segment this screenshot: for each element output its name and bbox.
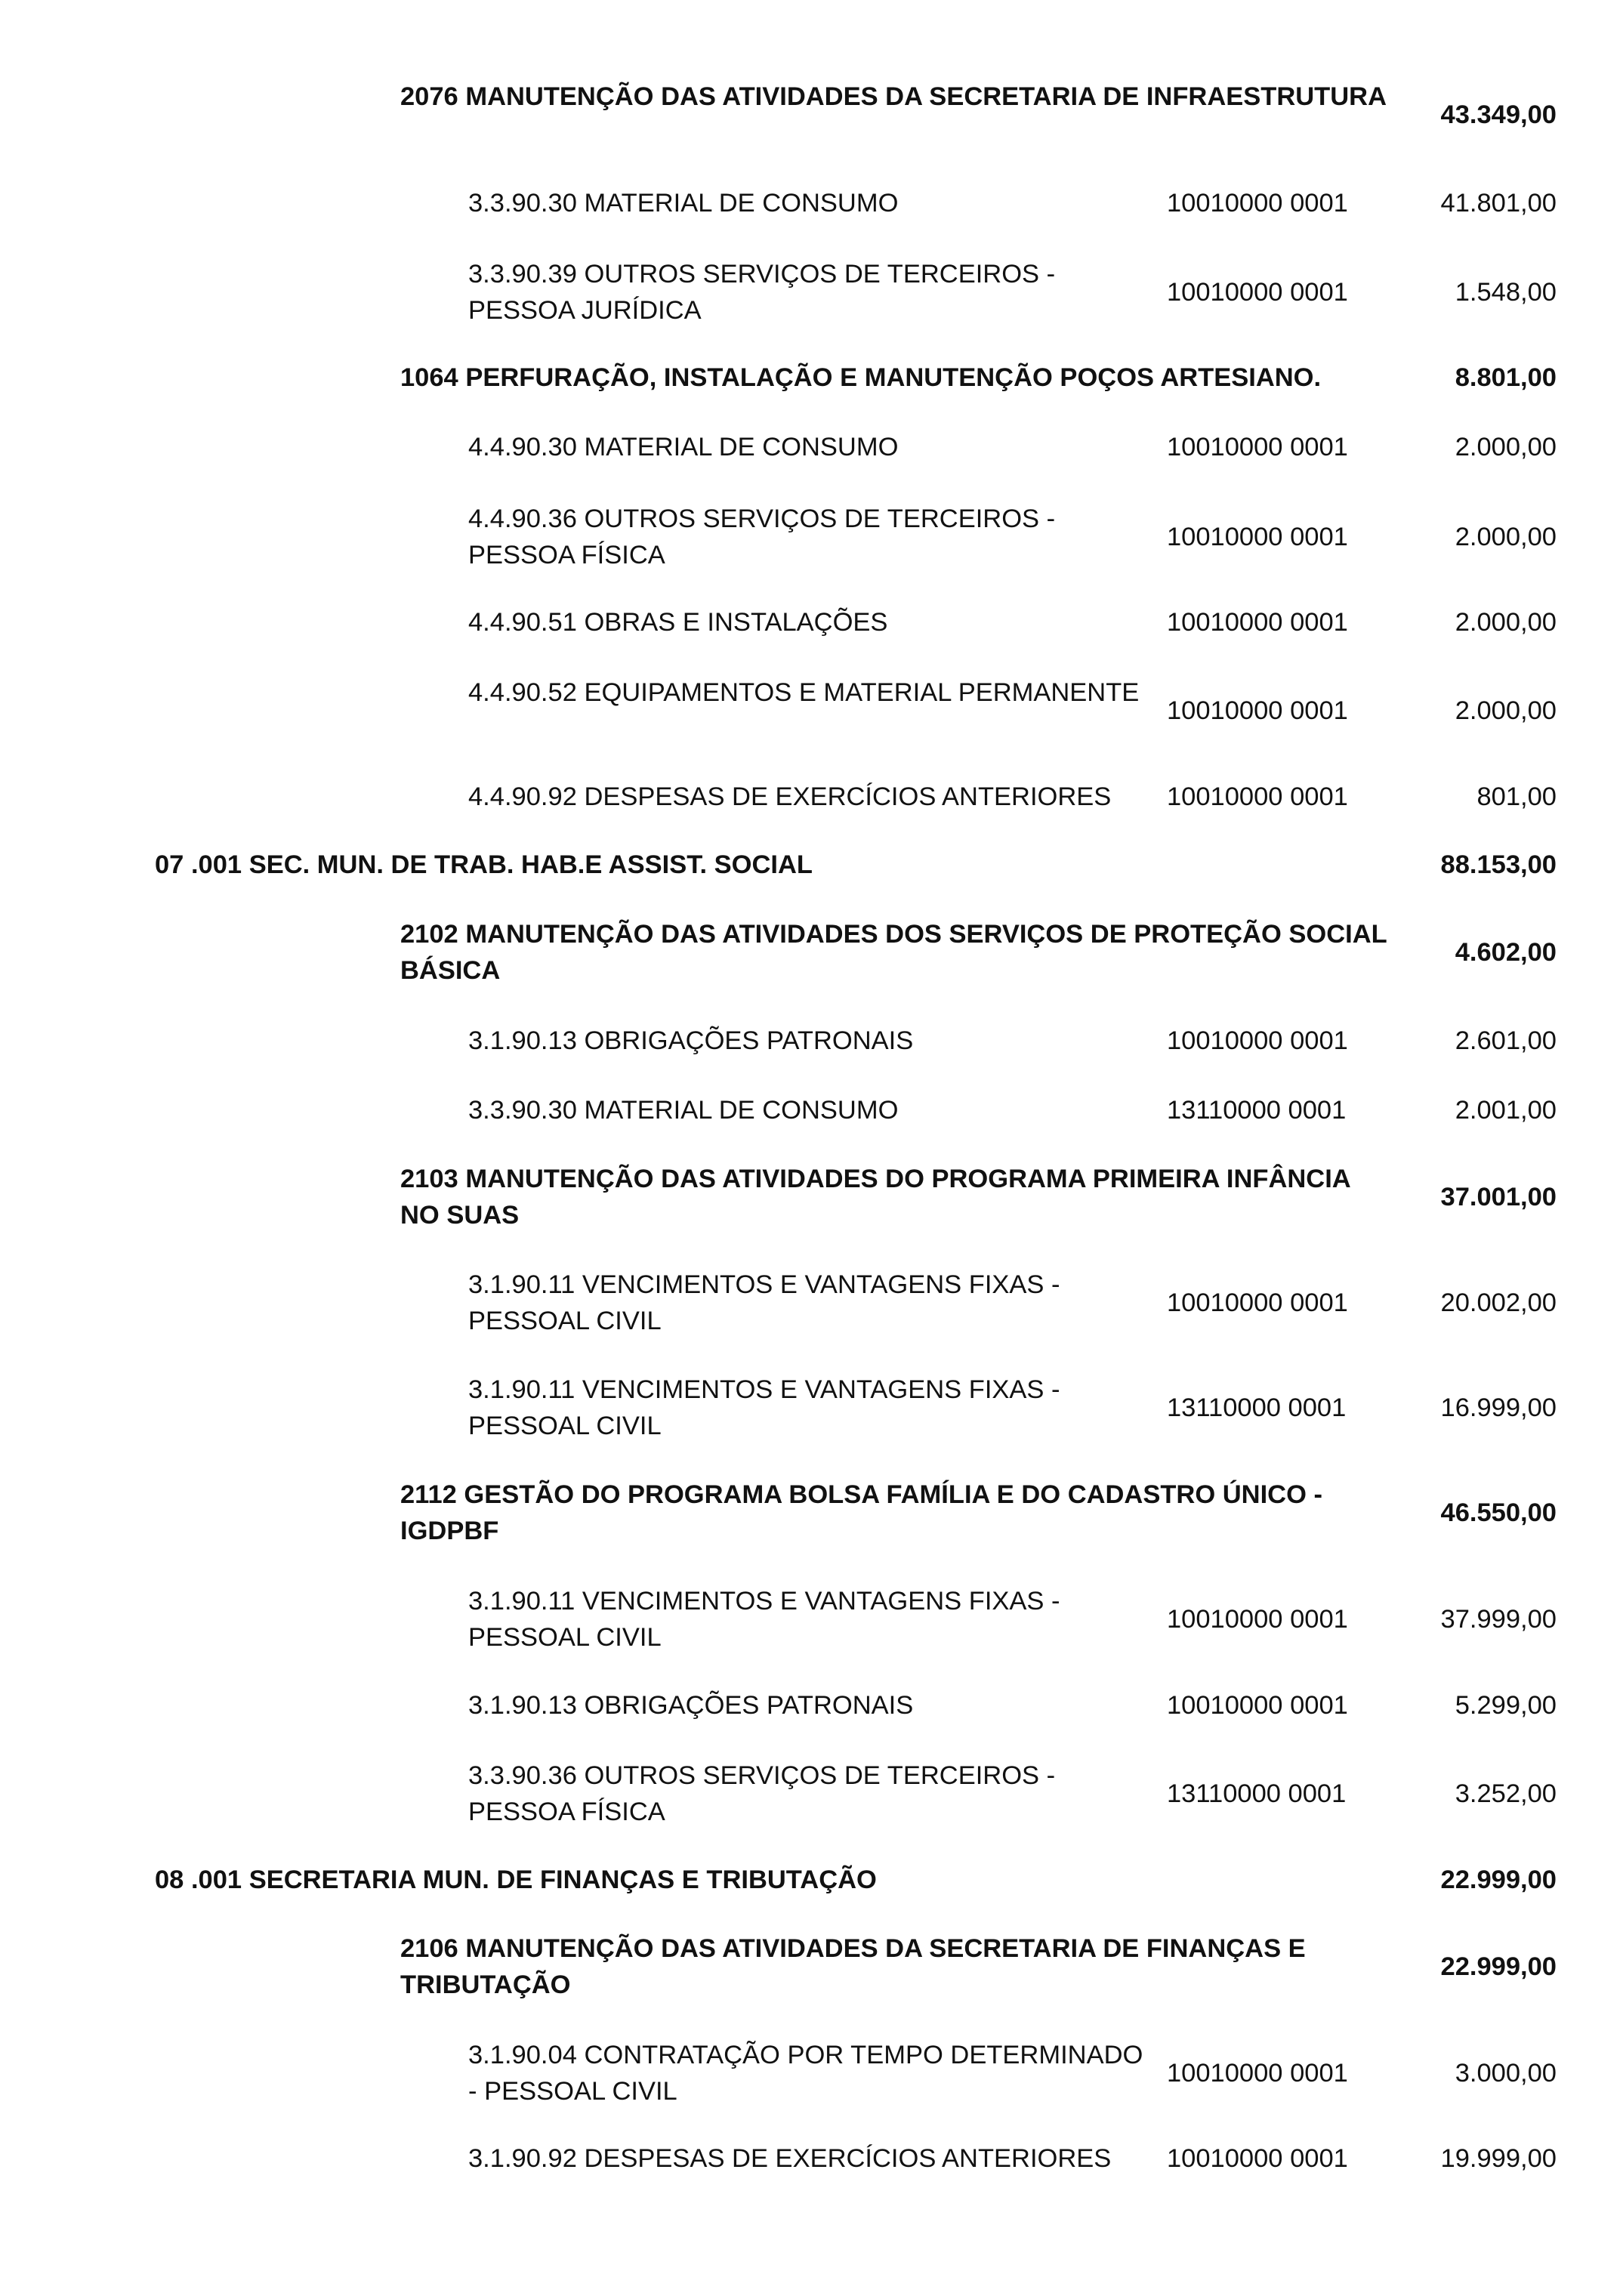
expense-item-amount: 2.000,00 [1455, 696, 1557, 725]
expense-item-label: 3.1.90.13 OBRIGAÇÕES PATRONAIS [468, 1026, 914, 1055]
expense-item-label: 4.4.90.30 MATERIAL DE CONSUMO [468, 433, 899, 461]
expense-item-amount: 801,00 [1476, 782, 1557, 811]
expense-item-label: 3.1.90.11 VENCIMENTOS E VANTAGENS FIXAS - PESSOAL CIVIL [468, 1587, 1060, 1652]
expense-item-row [0, 779, 1623, 815]
expense-item-label: 3.1.90.04 CONTRATAÇÃO POR TEMPO DETERMINADO - PESSOAL CIVIL [468, 2041, 1143, 2106]
unit-label: 08 .001 SECRETARIA MUN. DE FINANÇAS E TRIBUTAÇÃO [155, 1866, 877, 1894]
action-label: 2106 MANUTENÇÃO DAS ATIVIDADES DA SECRETARIA DE FINANÇAS E TRIBUTAÇÃO [400, 1934, 1306, 1999]
action-label: 2103 MANUTENÇÃO DAS ATIVIDADES DO PROGRAMA PRIMEIRA INFÂNCIA NO SUAS [400, 1165, 1350, 1230]
expense-item-label: 3.1.90.92 DESPESAS DE EXERCÍCIOS ANTERIORES [468, 2144, 1112, 2173]
funding-source-code: 10010000 0001 [1167, 1288, 1348, 1317]
expense-item-amount: 2.001,00 [1455, 1096, 1557, 1125]
expense-item-row [0, 604, 1623, 640]
expense-item-amount: 41.801,00 [1440, 189, 1557, 218]
action-amount: 8.801,00 [1455, 363, 1557, 392]
expense-item-amount: 2.000,00 [1455, 523, 1557, 551]
expense-item-row [0, 1092, 1623, 1128]
funding-source-code: 13110000 0001 [1167, 1779, 1347, 1808]
funding-source-code: 10010000 0001 [1167, 523, 1348, 551]
expense-item-label: 3.3.90.30 MATERIAL DE CONSUMO [468, 189, 899, 218]
expense-item-label: 3.1.90.11 VENCIMENTOS E VANTAGENS FIXAS - PESSOAL CIVIL [468, 1270, 1060, 1335]
funding-source-code: 10010000 0001 [1167, 1691, 1348, 1720]
action-label: 1064 PERFURAÇÃO, INSTALAÇÃO E MANUTENÇÃO POÇOS ARTESIANO. [400, 363, 1322, 392]
budget-action-row [0, 1477, 1623, 1549]
expense-item-amount: 3.252,00 [1455, 1779, 1557, 1808]
budget-unit-row [0, 847, 1623, 883]
expense-item-amount: 19.999,00 [1440, 2144, 1557, 2173]
funding-source-code: 10010000 0001 [1167, 608, 1348, 637]
expense-item-label: 3.1.90.13 OBRIGAÇÕES PATRONAIS [468, 1691, 914, 1720]
funding-source-code: 13110000 0001 [1167, 1393, 1347, 1422]
expense-item-amount: 2.000,00 [1455, 608, 1557, 637]
funding-source-code: 10010000 0001 [1167, 189, 1348, 218]
funding-source-code: 10010000 0001 [1167, 696, 1348, 725]
expense-item-label: 4.4.90.92 DESPESAS DE EXERCÍCIOS ANTERIORES [468, 782, 1112, 811]
funding-source-code: 10010000 0001 [1167, 782, 1348, 811]
funding-source-code: 10010000 0001 [1167, 278, 1348, 307]
budget-action-row [0, 1930, 1623, 2003]
expense-item-row [0, 501, 1623, 573]
action-label: 2076 MANUTENÇÃO DAS ATIVIDADES DA SECRETARIA DE INFRAESTRUTURA [400, 82, 1387, 111]
expense-item-amount: 1.548,00 [1455, 278, 1557, 307]
expense-item-row [0, 1023, 1623, 1059]
expense-item-row [0, 674, 1623, 747]
expense-item-row [0, 1687, 1623, 1724]
action-amount: 37.001,00 [1440, 1183, 1557, 1211]
expense-item-label: 3.1.90.11 VENCIMENTOS E VANTAGENS FIXAS - PESSOAL CIVIL [468, 1375, 1060, 1440]
expense-item-row [0, 1583, 1623, 1656]
expense-item-row [0, 2037, 1623, 2109]
funding-source-code: 10010000 0001 [1167, 2059, 1348, 2088]
expense-item-label: 4.4.90.52 EQUIPAMENTOS E MATERIAL PERMANENTE [468, 678, 1140, 707]
funding-source-code: 10010000 0001 [1167, 2144, 1348, 2173]
expense-item-amount: 20.002,00 [1440, 1288, 1557, 1317]
budget-action-row [0, 79, 1623, 151]
unit-amount: 22.999,00 [1440, 1866, 1557, 1894]
expense-item-row [0, 429, 1623, 465]
budget-action-row [0, 916, 1623, 989]
budget-action-row [0, 1161, 1623, 1233]
funding-source-code: 10010000 0001 [1167, 433, 1348, 461]
action-label: 2112 GESTÃO DO PROGRAMA BOLSA FAMÍLIA E DO CADASTRO ÚNICO - IGDPBF [400, 1480, 1323, 1545]
budget-unit-row [0, 1862, 1623, 1898]
expense-item-label: 3.3.90.39 OUTROS SERVIÇOS DE TERCEIROS - PESSOA JURÍDICA [468, 260, 1056, 325]
expense-item-amount: 5.299,00 [1455, 1691, 1557, 1720]
action-amount: 46.550,00 [1440, 1498, 1557, 1527]
expense-item-row [0, 1757, 1623, 1830]
action-amount: 4.602,00 [1455, 938, 1557, 967]
expense-item-amount: 16.999,00 [1440, 1393, 1557, 1422]
expense-item-amount: 3.000,00 [1455, 2059, 1557, 2088]
budget-action-row [0, 360, 1623, 396]
funding-source-code: 10010000 0001 [1167, 1026, 1348, 1055]
unit-label: 07 .001 SEC. MUN. DE TRAB. HAB.E ASSIST. SOCIAL [155, 850, 813, 879]
expense-item-label: 3.3.90.30 MATERIAL DE CONSUMO [468, 1096, 899, 1125]
expense-item-row [0, 256, 1623, 329]
expense-item-row [0, 1372, 1623, 1444]
expense-item-amount: 37.999,00 [1440, 1605, 1557, 1634]
expense-item-row [0, 185, 1623, 221]
expense-item-amount: 2.601,00 [1455, 1026, 1557, 1055]
expense-item-label: 4.4.90.51 OBRAS E INSTALAÇÕES [468, 608, 888, 637]
expense-item-row [0, 1267, 1623, 1339]
action-label: 2102 MANUTENÇÃO DAS ATIVIDADES DOS SERVIÇOS DE PROTEÇÃO SOCIAL BÁSICA [400, 920, 1387, 985]
unit-amount: 88.153,00 [1440, 850, 1557, 879]
expense-item-amount: 2.000,00 [1455, 433, 1557, 461]
expense-item-label: 4.4.90.36 OUTROS SERVIÇOS DE TERCEIROS - PESSOA FÍSICA [468, 505, 1056, 569]
action-amount: 43.349,00 [1440, 100, 1557, 129]
expense-item-row [0, 2140, 1623, 2177]
expense-item-label: 3.3.90.36 OUTROS SERVIÇOS DE TERCEIROS - PESSOA FÍSICA [468, 1761, 1056, 1826]
action-amount: 22.999,00 [1440, 1952, 1557, 1981]
funding-source-code: 10010000 0001 [1167, 1605, 1348, 1634]
funding-source-code: 13110000 0001 [1167, 1096, 1347, 1125]
